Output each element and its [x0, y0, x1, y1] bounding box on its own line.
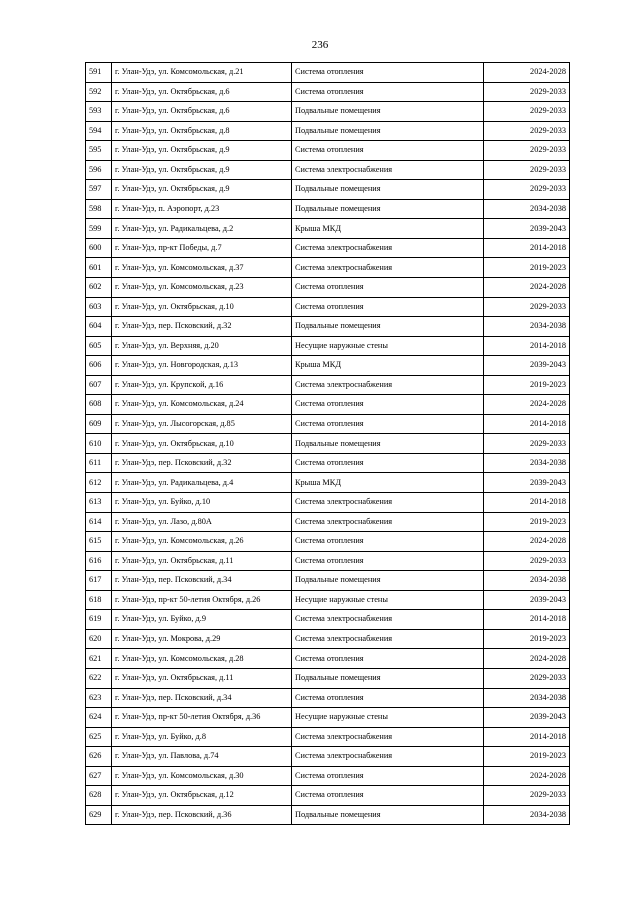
work-type-cell: Система отопления — [292, 82, 484, 102]
period-cell: 2029-2033 — [484, 180, 570, 200]
table-row — [86, 102, 570, 122]
table-row — [86, 532, 570, 552]
work-type-cell: Несущие наружные стены — [292, 708, 484, 728]
period-cell: 2019-2023 — [484, 512, 570, 532]
table-row — [86, 786, 570, 806]
address-cell: г. Улан-Удэ, ул. Октябрьская, д.10 — [112, 434, 292, 454]
table-body — [86, 63, 570, 825]
address-cell: г. Улан-Удэ, ул. Октябрьская, д.11 — [112, 551, 292, 571]
work-type-cell: Система электроснабжения — [292, 160, 484, 180]
row-number-cell: 615 — [86, 532, 112, 552]
row-number-cell: 614 — [86, 512, 112, 532]
period-cell: 2039-2043 — [484, 219, 570, 239]
period-cell: 2034-2038 — [484, 199, 570, 219]
work-type-cell: Крыша МКД — [292, 219, 484, 239]
row-number-cell: 610 — [86, 434, 112, 454]
address-cell: г. Улан-Удэ, пер. Псковский, д.34 — [112, 571, 292, 591]
row-number-cell: 619 — [86, 610, 112, 630]
table-row — [86, 453, 570, 473]
row-number-cell: 593 — [86, 102, 112, 122]
row-number-cell: 592 — [86, 82, 112, 102]
work-type-cell: Подвальные помещения — [292, 668, 484, 688]
row-number-cell: 620 — [86, 629, 112, 649]
page-number: 236 — [311, 39, 329, 51]
work-type-cell: Система электроснабжения — [292, 512, 484, 532]
row-number-cell: 597 — [86, 180, 112, 200]
work-type-cell: Система электроснабжения — [292, 375, 484, 395]
work-type-cell: Система отопления — [292, 141, 484, 161]
work-type-cell: Крыша МКД — [292, 356, 484, 376]
table-row — [86, 278, 570, 298]
period-cell: 2029-2033 — [484, 82, 570, 102]
address-cell: г. Улан-Удэ, ул. Октябрьская, д.6 — [112, 82, 292, 102]
work-type-cell: Система электроснабжения — [292, 493, 484, 513]
row-number-cell: 618 — [86, 590, 112, 610]
row-number-cell: 611 — [86, 453, 112, 473]
address-cell: г. Улан-Удэ, ул. Лазо, д.80А — [112, 512, 292, 532]
period-cell: 2014-2018 — [484, 727, 570, 747]
address-cell: г. Улан-Удэ, ул. Комсомольская, д.21 — [112, 63, 292, 83]
table-row — [86, 766, 570, 786]
row-number-cell: 628 — [86, 786, 112, 806]
row-number-cell: 616 — [86, 551, 112, 571]
address-cell: г. Улан-Удэ, ул. Радикальцева, д.4 — [112, 473, 292, 493]
row-number-cell: 629 — [86, 805, 112, 825]
row-number-cell: 598 — [86, 199, 112, 219]
period-cell: 2014-2018 — [484, 238, 570, 258]
row-number-cell: 594 — [86, 121, 112, 141]
work-type-cell: Система отопления — [292, 63, 484, 83]
address-cell: г. Улан-Удэ, ул. Павлова, д.74 — [112, 747, 292, 767]
period-cell: 2014-2018 — [484, 336, 570, 356]
work-type-cell: Система отопления — [292, 688, 484, 708]
row-number-cell: 607 — [86, 375, 112, 395]
row-number-cell: 600 — [86, 238, 112, 258]
address-cell: г. Улан-Удэ, ул. Буйко, д.9 — [112, 610, 292, 630]
row-number-cell: 595 — [86, 141, 112, 161]
address-cell: г. Улан-Удэ, ул. Новгородская, д.13 — [112, 356, 292, 376]
work-type-cell: Несущие наружные стены — [292, 336, 484, 356]
address-cell: г. Улан-Удэ, ул. Октябрьская, д.6 — [112, 102, 292, 122]
address-cell: г. Улан-Удэ, пр-кт Победы, д.7 — [112, 238, 292, 258]
period-cell: 2024-2028 — [484, 395, 570, 415]
period-cell: 2014-2018 — [484, 493, 570, 513]
address-cell: г. Улан-Удэ, ул. Комсомольская, д.37 — [112, 258, 292, 278]
work-type-cell: Система отопления — [292, 551, 484, 571]
period-cell: 2029-2033 — [484, 160, 570, 180]
row-number-cell: 609 — [86, 414, 112, 434]
repair-schedule-table — [85, 62, 570, 825]
period-cell: 2029-2033 — [484, 297, 570, 317]
period-cell: 2039-2043 — [484, 708, 570, 728]
work-type-cell: Система электроснабжения — [292, 629, 484, 649]
row-number-cell: 624 — [86, 708, 112, 728]
row-number-cell: 625 — [86, 727, 112, 747]
work-type-cell: Система электроснабжения — [292, 258, 484, 278]
table-row — [86, 141, 570, 161]
period-cell: 2014-2018 — [484, 610, 570, 630]
address-cell: г. Улан-Удэ, ул. Октябрьская, д.11 — [112, 668, 292, 688]
table-row — [86, 336, 570, 356]
address-cell: г. Улан-Удэ, ул. Мокрова, д.29 — [112, 629, 292, 649]
address-cell: г. Улан-Удэ, ул. Верхняя, д.20 — [112, 336, 292, 356]
row-number-cell: 599 — [86, 219, 112, 239]
period-cell: 2029-2033 — [484, 121, 570, 141]
address-cell: г. Улан-Удэ, ул. Октябрьская, д.8 — [112, 121, 292, 141]
period-cell: 2029-2033 — [484, 102, 570, 122]
table-row — [86, 238, 570, 258]
work-type-cell: Подвальные помещения — [292, 434, 484, 454]
address-cell: г. Улан-Удэ, ул. Буйко, д.8 — [112, 727, 292, 747]
period-cell: 2029-2033 — [484, 551, 570, 571]
address-cell: г. Улан-Удэ, пр-кт 50-летия Октября, д.36 — [112, 708, 292, 728]
period-cell: 2039-2043 — [484, 356, 570, 376]
address-cell: г. Улан-Удэ, ул. Крупской, д.16 — [112, 375, 292, 395]
address-cell: г. Улан-Удэ, ул. Комсомольская, д.23 — [112, 278, 292, 298]
table-row — [86, 688, 570, 708]
work-type-cell: Подвальные помещения — [292, 571, 484, 591]
work-type-cell: Несущие наружные стены — [292, 590, 484, 610]
work-type-cell: Подвальные помещения — [292, 102, 484, 122]
period-cell: 2019-2023 — [484, 747, 570, 767]
work-type-cell: Система отопления — [292, 414, 484, 434]
period-cell: 2029-2033 — [484, 434, 570, 454]
table-row — [86, 356, 570, 376]
row-number-cell: 596 — [86, 160, 112, 180]
table-row — [86, 121, 570, 141]
period-cell: 2034-2038 — [484, 571, 570, 591]
period-cell: 2039-2043 — [484, 590, 570, 610]
table-row — [86, 395, 570, 415]
row-number-cell: 604 — [86, 317, 112, 337]
work-type-cell: Крыша МКД — [292, 473, 484, 493]
period-cell: 2034-2038 — [484, 453, 570, 473]
address-cell: г. Улан-Удэ, п. Аэропорт, д.23 — [112, 199, 292, 219]
table-row — [86, 473, 570, 493]
table-row — [86, 551, 570, 571]
period-cell: 2024-2028 — [484, 532, 570, 552]
period-cell: 2024-2028 — [484, 649, 570, 669]
work-type-cell: Система отопления — [292, 278, 484, 298]
address-cell: г. Улан-Удэ, ул. Буйко, д.10 — [112, 493, 292, 513]
row-number-cell: 613 — [86, 493, 112, 513]
address-cell: г. Улан-Удэ, пер. Псковский, д.32 — [112, 453, 292, 473]
table-row — [86, 199, 570, 219]
address-cell: г. Улан-Удэ, ул. Октябрьская, д.9 — [112, 160, 292, 180]
period-cell: 2029-2033 — [484, 668, 570, 688]
table-row — [86, 708, 570, 728]
address-cell: г. Улан-Удэ, ул. Радикальцева, д.2 — [112, 219, 292, 239]
row-number-cell: 591 — [86, 63, 112, 83]
address-cell: г. Улан-Удэ, ул. Комсомольская, д.30 — [112, 766, 292, 786]
table-row — [86, 512, 570, 532]
row-number-cell: 622 — [86, 668, 112, 688]
address-cell: г. Улан-Удэ, пер. Псковский, д.34 — [112, 688, 292, 708]
row-number-cell: 623 — [86, 688, 112, 708]
work-type-cell: Система отопления — [292, 532, 484, 552]
table-row — [86, 82, 570, 102]
address-cell: г. Улан-Удэ, ул. Комсомольская, д.28 — [112, 649, 292, 669]
work-type-cell: Подвальные помещения — [292, 199, 484, 219]
table-row — [86, 571, 570, 591]
work-type-cell: Система отопления — [292, 766, 484, 786]
period-cell: 2024-2028 — [484, 278, 570, 298]
period-cell: 2019-2023 — [484, 375, 570, 395]
work-type-cell: Система электроснабжения — [292, 727, 484, 747]
work-type-cell: Система отопления — [292, 649, 484, 669]
period-cell: 2034-2038 — [484, 805, 570, 825]
table-row — [86, 805, 570, 825]
period-cell: 2019-2023 — [484, 258, 570, 278]
address-cell: г. Улан-Удэ, ул. Октябрьская, д.9 — [112, 180, 292, 200]
period-cell: 2034-2038 — [484, 688, 570, 708]
address-cell: г. Улан-Удэ, ул. Октябрьская, д.10 — [112, 297, 292, 317]
work-type-cell: Подвальные помещения — [292, 317, 484, 337]
table-row — [86, 649, 570, 669]
table-row — [86, 297, 570, 317]
address-cell: г. Улан-Удэ, пер. Псковский, д.32 — [112, 317, 292, 337]
address-cell: г. Улан-Удэ, ул. Комсомольская, д.26 — [112, 532, 292, 552]
row-number-cell: 627 — [86, 766, 112, 786]
work-type-cell: Подвальные помещения — [292, 180, 484, 200]
table-row — [86, 219, 570, 239]
table-row — [86, 727, 570, 747]
address-cell: г. Улан-Удэ, ул. Лысогорская, д.85 — [112, 414, 292, 434]
period-cell: 2014-2018 — [484, 414, 570, 434]
address-cell: г. Улан-Удэ, ул. Комсомольская, д.24 — [112, 395, 292, 415]
table-row — [86, 493, 570, 513]
row-number-cell: 603 — [86, 297, 112, 317]
period-cell: 2024-2028 — [484, 63, 570, 83]
work-type-cell: Система отопления — [292, 395, 484, 415]
period-cell: 2034-2038 — [484, 317, 570, 337]
work-type-cell: Система отопления — [292, 297, 484, 317]
row-number-cell: 602 — [86, 278, 112, 298]
table-row — [86, 668, 570, 688]
table-row — [86, 629, 570, 649]
row-number-cell: 617 — [86, 571, 112, 591]
row-number-cell: 612 — [86, 473, 112, 493]
table-row — [86, 180, 570, 200]
table-row — [86, 63, 570, 83]
work-type-cell: Подвальные помещения — [292, 805, 484, 825]
row-number-cell: 626 — [86, 747, 112, 767]
table-row — [86, 610, 570, 630]
table-row — [86, 317, 570, 337]
address-cell: г. Улан-Удэ, ул. Октябрьская, д.12 — [112, 786, 292, 806]
period-cell: 2024-2028 — [484, 766, 570, 786]
period-cell: 2039-2043 — [484, 473, 570, 493]
row-number-cell: 605 — [86, 336, 112, 356]
row-number-cell: 621 — [86, 649, 112, 669]
period-cell: 2029-2033 — [484, 141, 570, 161]
row-number-cell: 601 — [86, 258, 112, 278]
work-type-cell: Система электроснабжения — [292, 747, 484, 767]
address-cell: г. Улан-Удэ, пр-кт 50-летия Октября, д.26 — [112, 590, 292, 610]
address-cell: г. Улан-Удэ, пер. Псковский, д.36 — [112, 805, 292, 825]
table-row — [86, 590, 570, 610]
work-type-cell: Система электроснабжения — [292, 610, 484, 630]
period-cell: 2019-2023 — [484, 629, 570, 649]
table-row — [86, 747, 570, 767]
work-type-cell: Система отопления — [292, 453, 484, 473]
work-type-cell: Система электроснабжения — [292, 238, 484, 258]
row-number-cell: 608 — [86, 395, 112, 415]
row-number-cell: 606 — [86, 356, 112, 376]
table-row — [86, 375, 570, 395]
address-cell: г. Улан-Удэ, ул. Октябрьская, д.9 — [112, 141, 292, 161]
work-type-cell: Подвальные помещения — [292, 121, 484, 141]
table-row — [86, 258, 570, 278]
work-type-cell: Система отопления — [292, 786, 484, 806]
table-row — [86, 434, 570, 454]
table-row — [86, 414, 570, 434]
table-row — [86, 160, 570, 180]
period-cell: 2029-2033 — [484, 786, 570, 806]
